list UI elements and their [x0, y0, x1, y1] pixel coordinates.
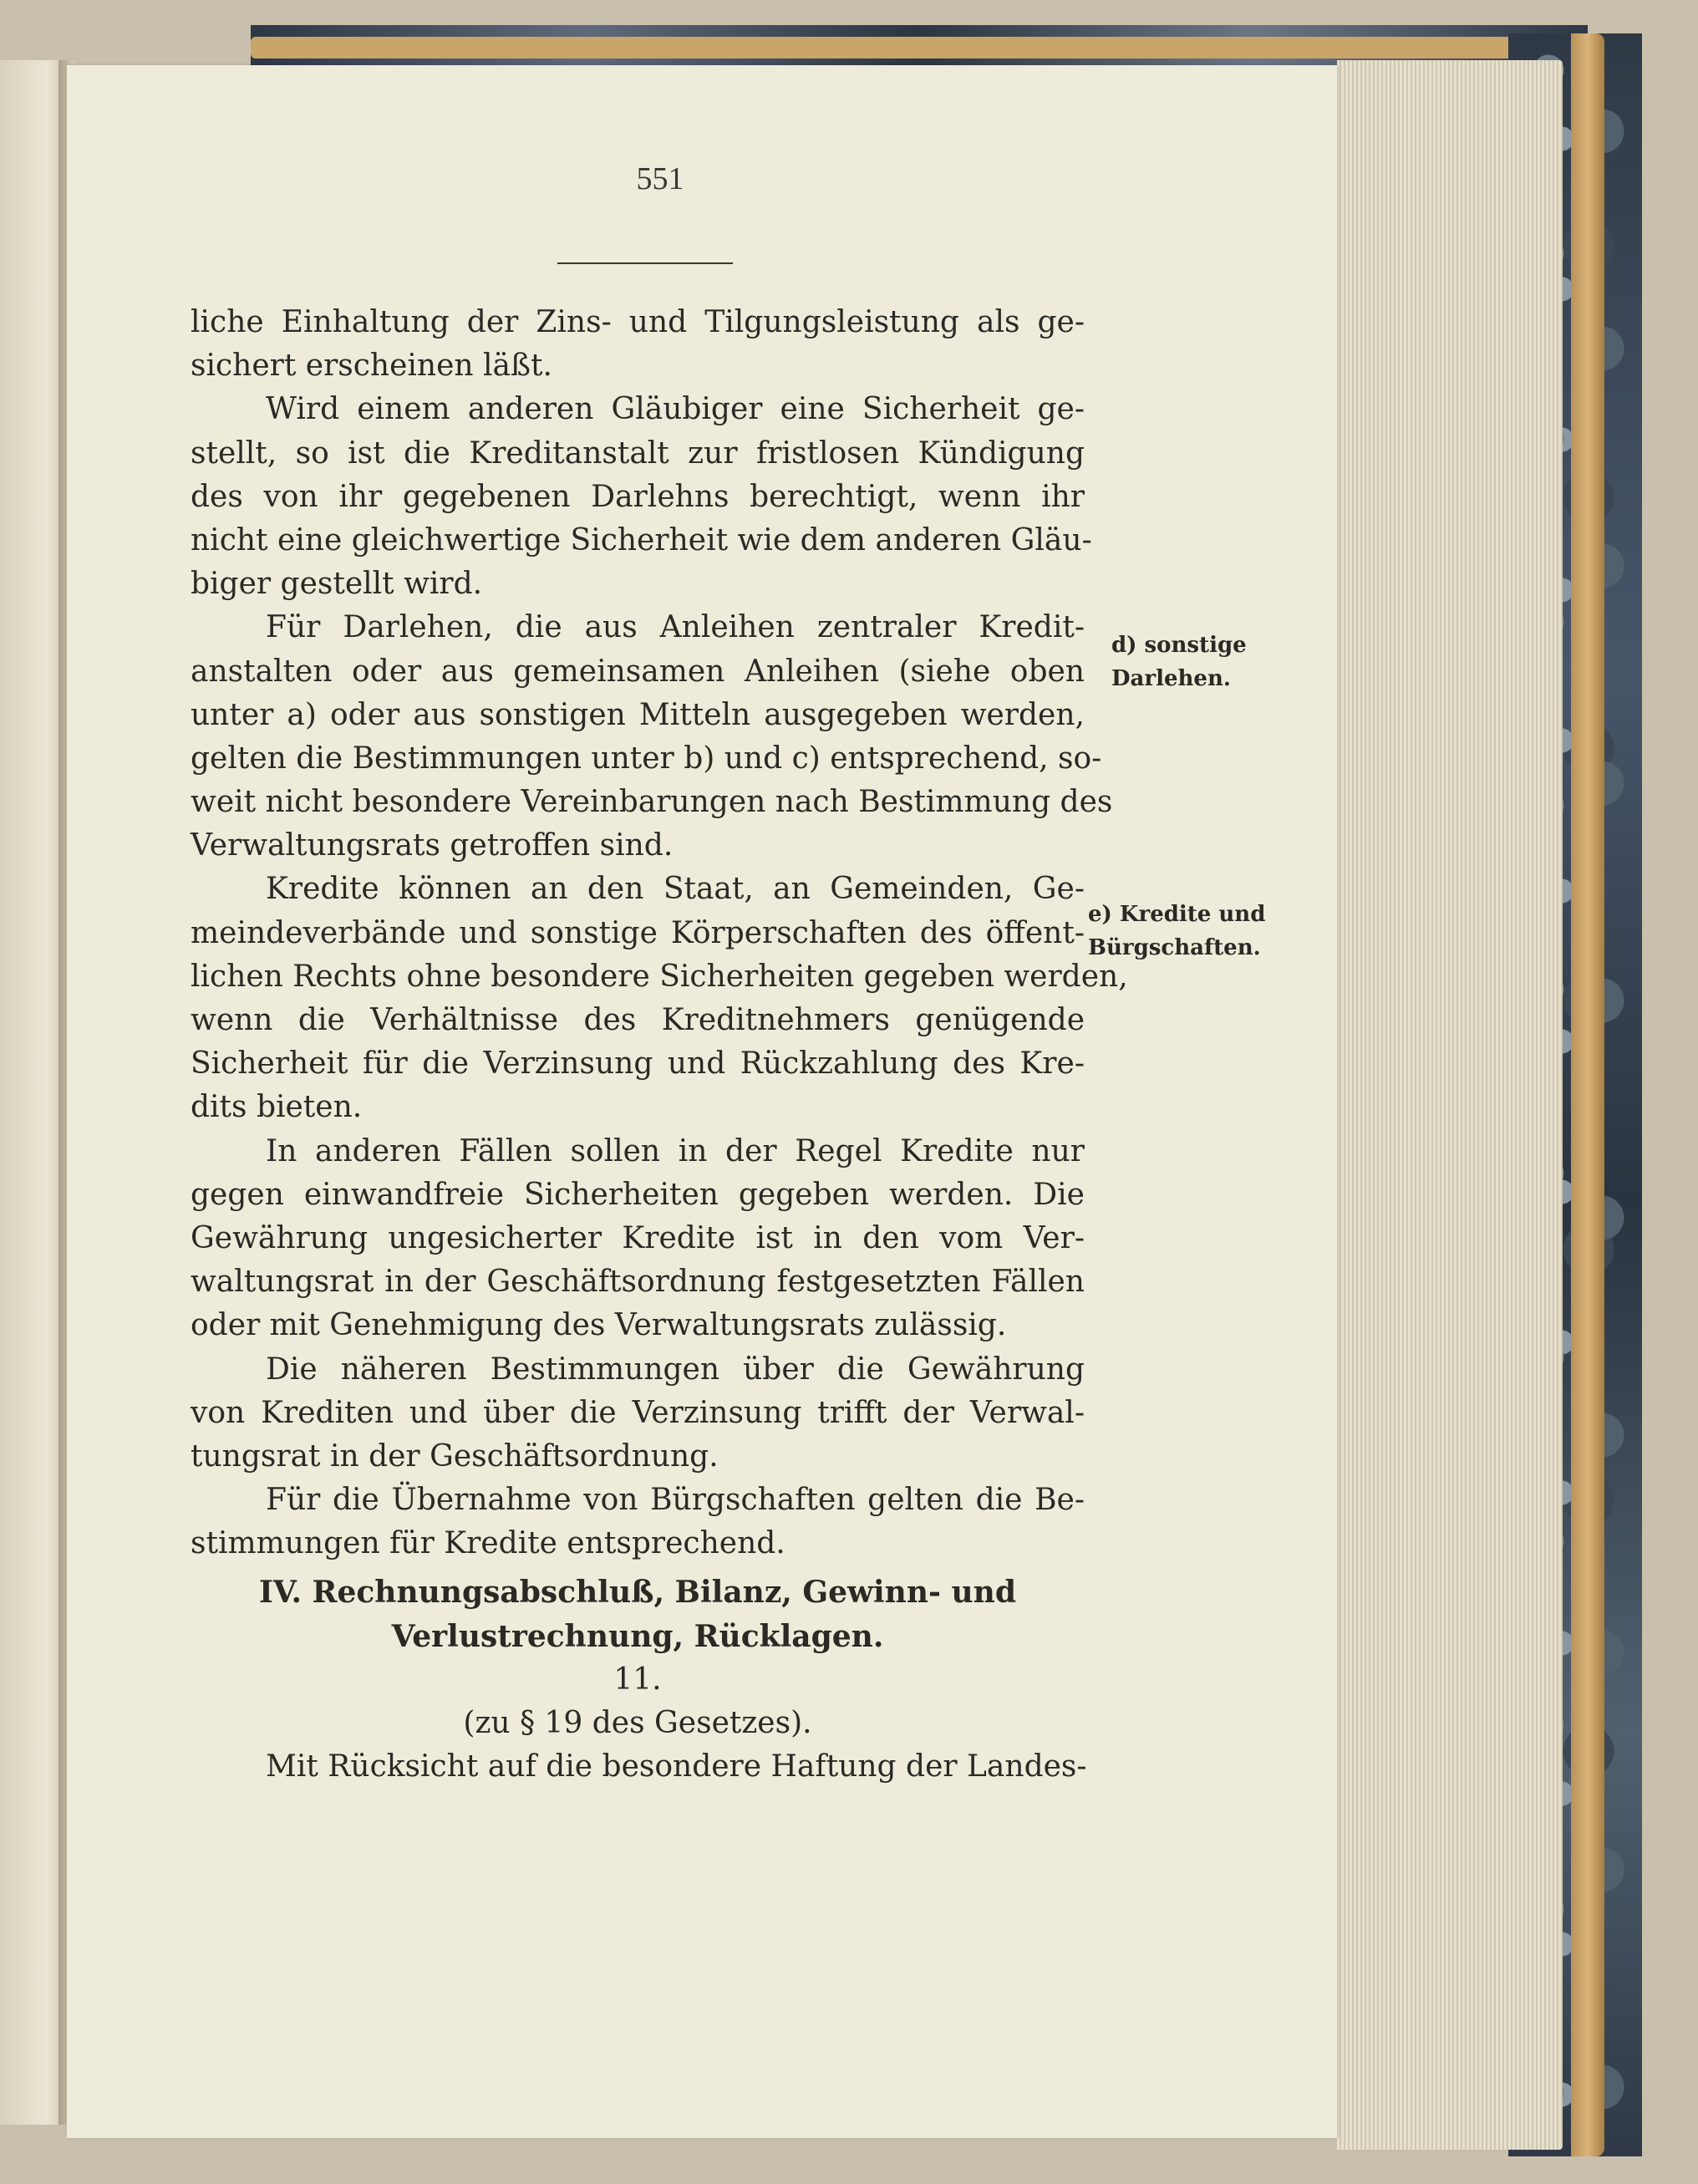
text-line: dits bieten. — [191, 1090, 363, 1125]
text-line: anstalten oder aus gemeinsamen Anleihen (siehe oben — [191, 654, 1085, 689]
text-line: tungsrat in der Geschäftsordnung. — [191, 1438, 719, 1474]
margin-note-e-line2: Bürgschaften. — [1088, 935, 1261, 960]
text-line: stellt, so ist die Kreditanstalt zur fristlosen Kündigung — [191, 435, 1085, 471]
text-line: weit nicht besondere Vereinbarungen nach Bestimmung des — [191, 785, 1113, 820]
page-stack — [1337, 60, 1563, 2150]
margin-note-e — [1088, 898, 1265, 965]
text-line: In anderen Fällen sollen in der Regel Kredite nur — [266, 1133, 1085, 1168]
paragraph-lines — [191, 301, 1128, 1565]
margin-note-e-line1: e) Kredite und — [1088, 902, 1266, 927]
text-line: Für Darlehen, die aus Anleihen zentraler Kredit- — [266, 610, 1085, 645]
text-line: gelten die Bestimmungen unter b) und c) entsprechend, so- — [191, 741, 1102, 776]
section-first-line: Mit Rücksicht auf die besondere Haftung der Landes- — [266, 1749, 1087, 1784]
text-line: meindeverbände und sonstige Körperschaften des öffent- — [191, 915, 1085, 950]
text-line: Sicherheit für die Verzinsung und Rückzahlung des Kre- — [191, 1046, 1085, 1082]
text-line: Kredite können an den Staat, an Gemeinden, Ge- — [266, 872, 1085, 907]
section-number: 11. — [613, 1662, 662, 1697]
text-line: waltungsrat in der Geschäftsordnung festgesetzten Fällen — [191, 1265, 1085, 1300]
margin-note-d-line1: d) sonstige — [1111, 633, 1247, 658]
text-line: Gewährung ungesicherter Kredite ist in den vom Ver- — [191, 1220, 1085, 1255]
text-line: von Krediten und über die Verzinsung trifft der Verwal- — [191, 1395, 1085, 1430]
text-line: unter a) oder aus sonstigen Mitteln ausgegeben werden, — [191, 697, 1085, 732]
cover-edge-right — [1571, 33, 1604, 2156]
text-line: oder mit Genehmigung des Verwaltungsrats zulässig. — [191, 1308, 1007, 1343]
text-line: lichen Rechts ohne besondere Sicherheiten gegeben werden, — [191, 959, 1128, 994]
margin-note-d — [1111, 629, 1247, 695]
text-line: sichert erscheinen läßt. — [191, 349, 552, 384]
text-line: stimmungen für Kredite entsprechend. — [191, 1526, 785, 1561]
margin-note-d-line2: Darlehen. — [1111, 666, 1231, 691]
text-line: nicht eine gleichwertige Sicherheit wie dem anderen Gläu- — [191, 522, 1092, 557]
page-number: 551 — [636, 161, 684, 196]
text-line: Wird einem anderen Gläubiger eine Sicherheit ge- — [266, 392, 1085, 427]
section-reference: (zu § 19 des Gesetzes). — [463, 1706, 812, 1740]
page-number-rule — [557, 262, 733, 264]
text-line: biger gestellt wird. — [191, 567, 483, 602]
text-line: Für die Übernahme von Bürgschaften gelten die Be- — [266, 1483, 1085, 1518]
text-line: Verwaltungsrats getroffen sind. — [191, 828, 674, 863]
text-line: wenn die Verhältnisse des Kreditnehmers genügende — [191, 1003, 1085, 1037]
section-heading-line1: IV. Rechnungsabschluß, Bilanz, Gewinn- und — [259, 1575, 1016, 1611]
text-line: Die näheren Bestimmungen über die Gewährung — [266, 1352, 1085, 1387]
text-line: gegen einwandfreie Sicherheiten gegeben werden. Die — [191, 1177, 1085, 1212]
cover-edge-top — [251, 37, 1604, 59]
facing-page — [0, 60, 67, 2125]
text-line: des von ihr gegebenen Darlehns berechtigt, wenn ihr — [191, 479, 1085, 514]
section-heading-line2: Verlustrechnung, Rücklagen. — [391, 1618, 884, 1654]
text-line: liche Einhaltung der Zins- und Tilgungsleistung als ge- — [191, 305, 1085, 339]
body-text — [191, 301, 1128, 1789]
